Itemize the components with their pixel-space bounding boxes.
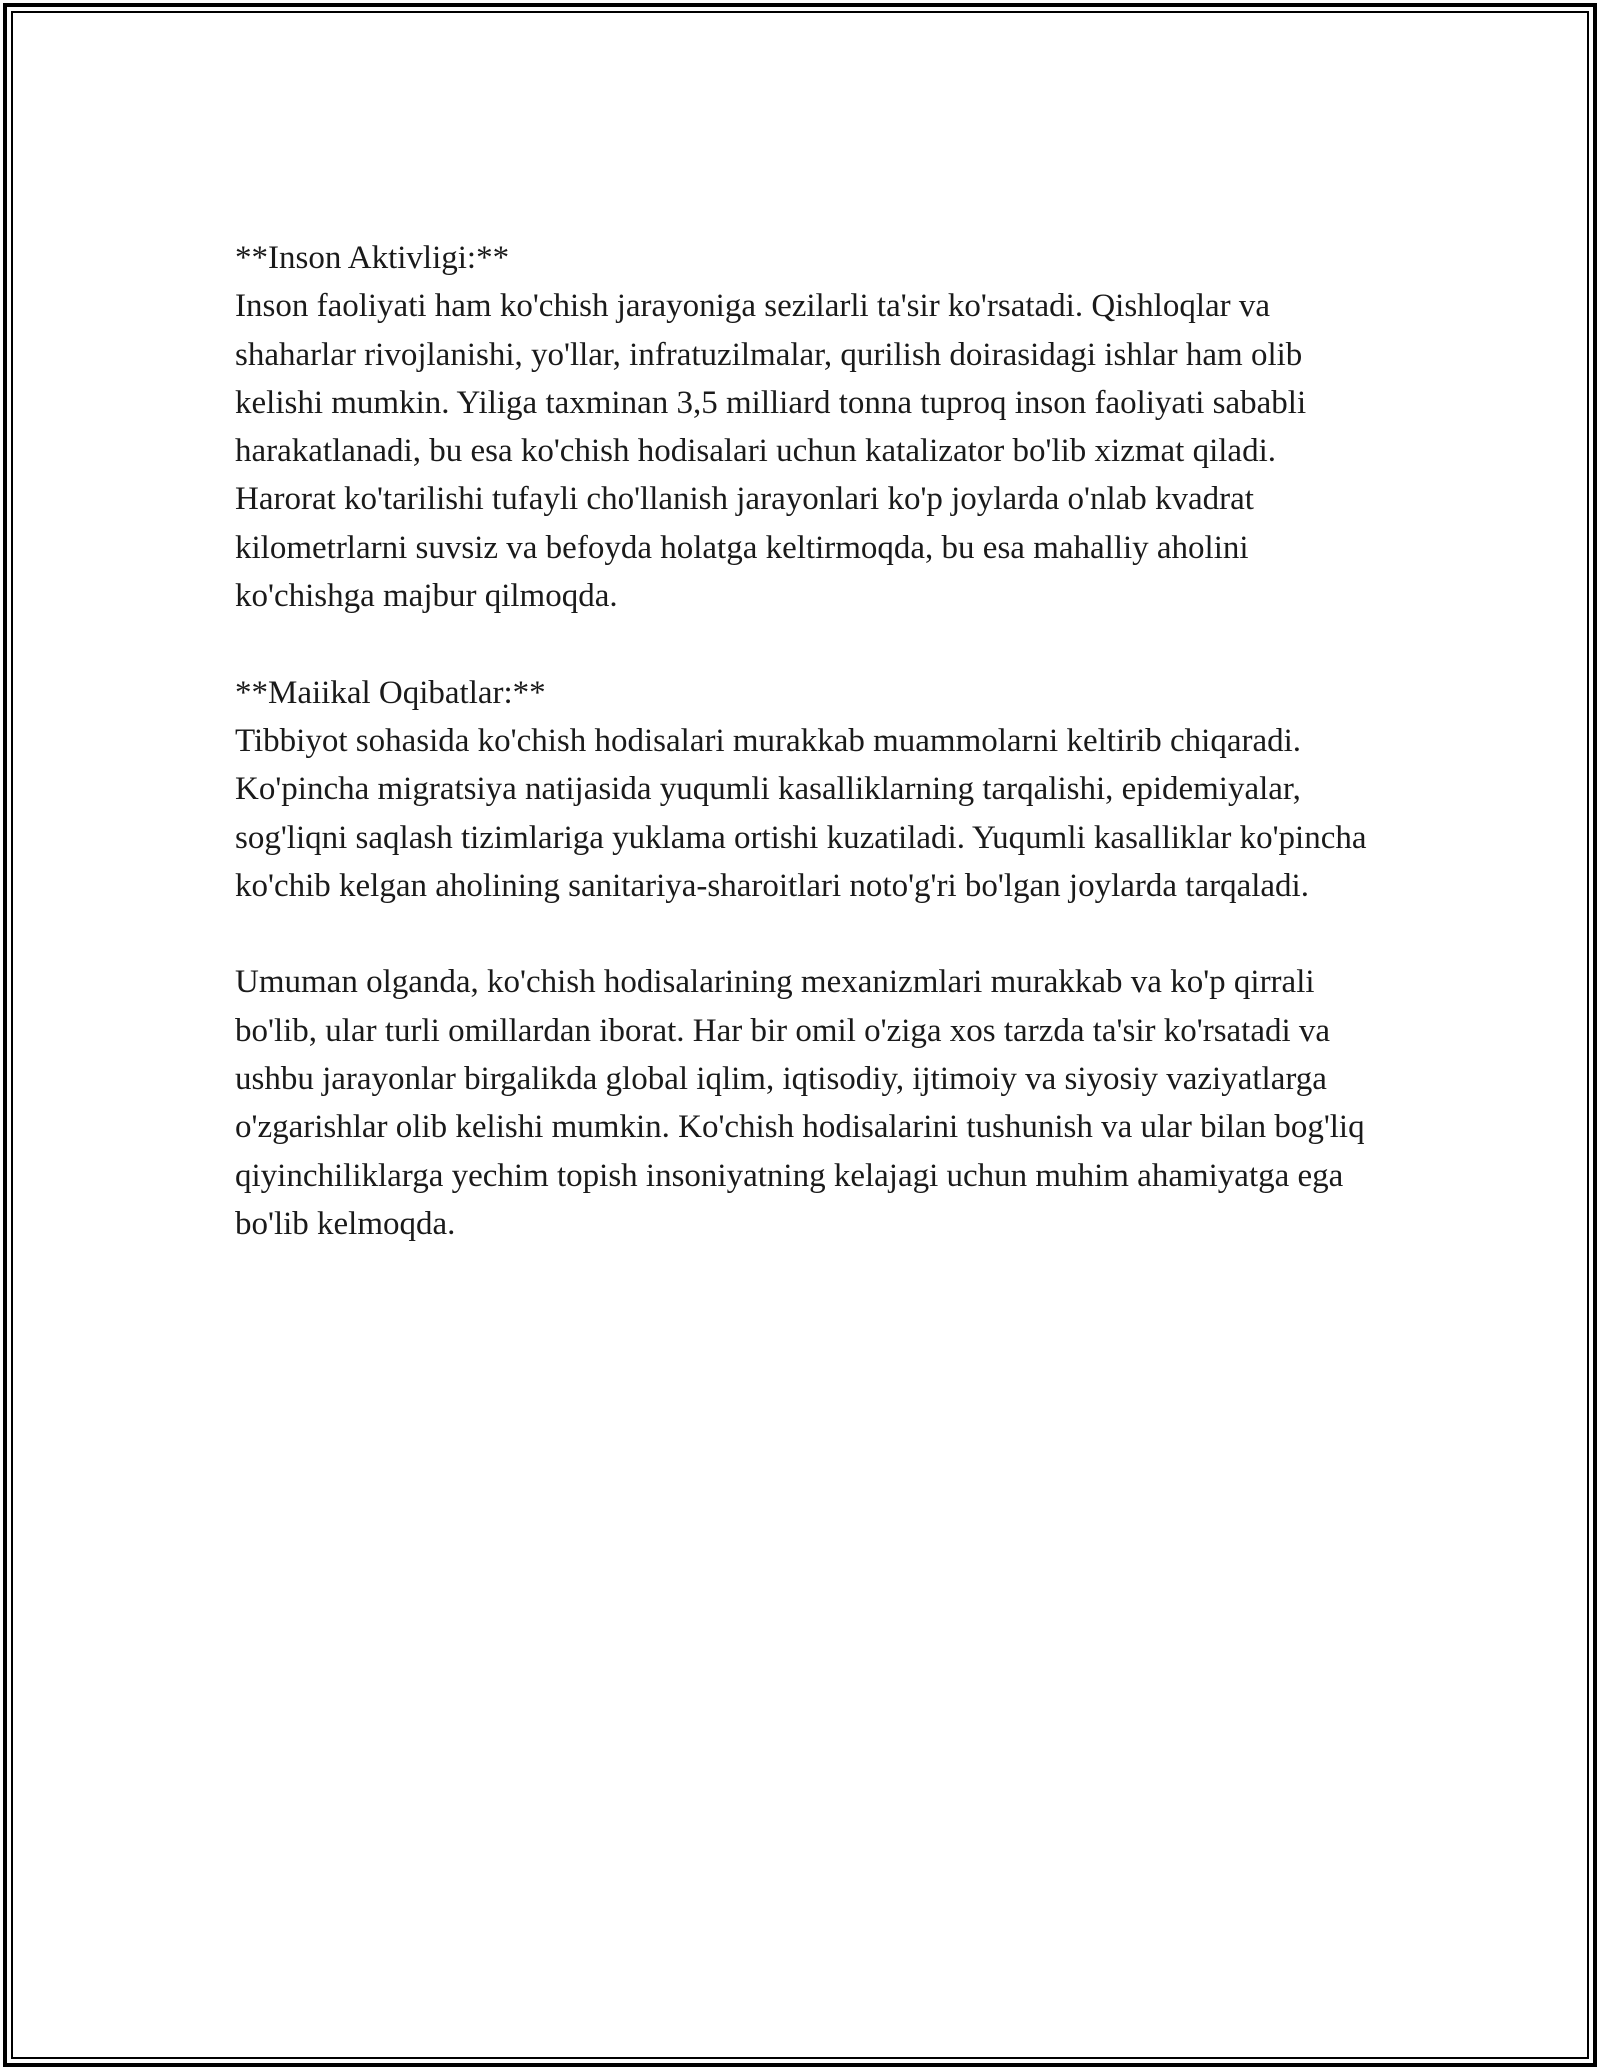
section-conclusion — [235, 958, 1375, 1248]
section-maiikal-oqibatlar — [235, 669, 1375, 910]
section-inson-aktivligi — [235, 234, 1375, 620]
conclusion-paragraph: Umuman olganda, ko'chish hodisalarining mexanizmlari murakkab va ko'p qirrali bo'lib, ular turli omillardan iborat. Har bir omil o'ziga xos tarzda ta'sir ko'rsatadi va ushbu jarayonlar birgalikda global iqlim, iqtisodiy, ijtimoiy va siyosiy vaziyatlarga o'zgarishlar olib kelishi mumkin. Ko'chish hodisalarini tushunish va ular bilan bog'liq qiyinchiliklarga yechim topish insoniyatning kelajagi uchun muhim ahamiyatga ega bo'lib kelmoqda. — [235, 964, 1365, 1242]
section-paragraph: Inson faoliyati ham ko'chish jarayoniga sezilarli ta'sir ko'rsatadi. Qishloqlar va shaharlar rivojlanishi, yo'llar, infratuzilmalar, qurilish doirasidagi ishlar ham olib kelishi mumkin. Yiliga taxminan 3,5 milliard tonna tuproq inson faoliyati sababli harakatlanadi, bu esa ko'chish hodisalari uchun katalizator bo'lib xizmat qiladi. Harorat ko'tarilishi tufayli cho'llanish jarayonlari ko'p joylarda o'nlab kvadrat kilometrlarni suvsiz va befoyda holatga keltirmoqda, bu esa mahalliy aholini ko'chishga majbur qilmoqda. — [235, 288, 1307, 615]
document-body — [235, 234, 1375, 1297]
section-heading: **Maiikal Oqibatlar:** — [235, 674, 546, 711]
section-paragraph: Tibbiyot sohasida ko'chish hodisalari murakkab muammolarni keltirib chiqaradi. Ko'pincha migratsiya natijasida yuqumli kasalliklarning tarqalishi, epidemiyalar, sog'liqni saqlash tizimlariga yuklama ortishi kuzatiladi. Yuqumli kasalliklar ko'pincha ko'chib kelgan aholining sanitariya-sharoitlari noto'g'ri bo'lgan joylarda tarqaladi. — [235, 722, 1367, 904]
section-heading: **Inson Aktivligi:** — [235, 240, 510, 276]
